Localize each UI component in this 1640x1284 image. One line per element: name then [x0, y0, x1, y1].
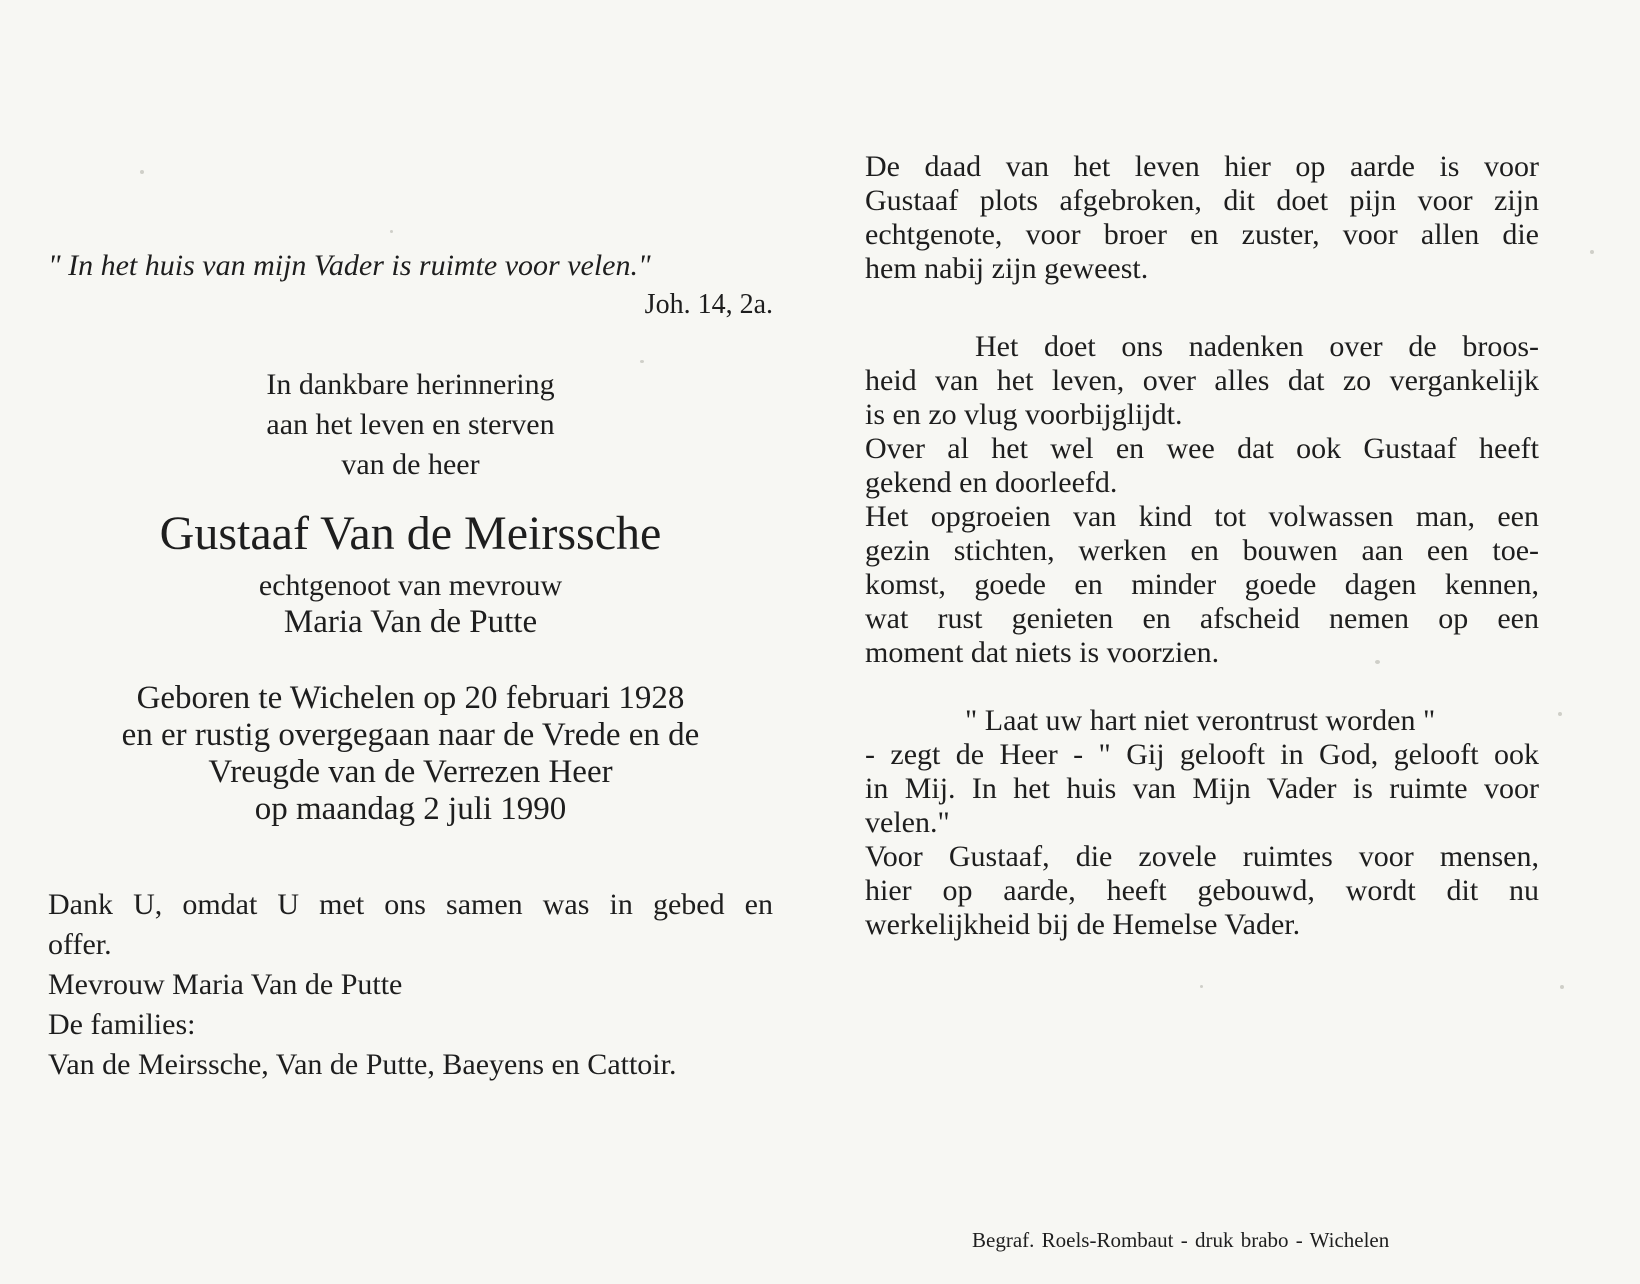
text-line: Over al het wel en wee dat ook Gustaaf heeft [865, 432, 1539, 465]
text-line: velen." [865, 806, 950, 839]
text-line: gekend en doorleefd. [865, 466, 1118, 499]
text-line: - zegt de Heer - " Gij gelooft in God, gelooft ook [865, 738, 1539, 771]
text-line: hier op aarde, heeft gebouwd, wordt dit nu [865, 874, 1539, 907]
spouse-name: Maria Van de Putte [283, 604, 538, 640]
life-line: Geboren te Wichelen op 20 februari 1928 [136, 680, 685, 716]
thanks-line: offer. [48, 928, 112, 961]
scan-speck [390, 230, 393, 233]
scan-speck [140, 170, 144, 174]
memory-line: aan het leven en sterven [266, 408, 555, 441]
text-line: Het opgroeien van kind tot volwassen man, een [865, 500, 1539, 533]
scripture-reference: Joh. 14, 2a. [644, 289, 773, 320]
scan-speck [1560, 985, 1564, 989]
memory-line: In dankbare herinnering [266, 368, 555, 401]
text-line: heid van het leven, over alles dat zo vergankelijk [865, 364, 1539, 397]
text-line: hem nabij zijn geweest. [865, 252, 1149, 285]
text-line: wat rust genieten en afscheid nemen op een [865, 602, 1539, 635]
text-line: is en zo vlug voorbijglijdt. [865, 398, 1183, 431]
thanks-block [48, 885, 773, 1085]
families-line: Van de Meirssche, Van de Putte, Baeyens en Cattoir. [48, 1048, 677, 1081]
thanks-line: De families: [48, 1008, 196, 1041]
text-line: " Laat uw hart niet verontrust worden " [965, 704, 1436, 737]
memory-line: van de heer [341, 448, 480, 481]
spouse-block [48, 568, 773, 640]
text-line: in Mij. In het huis van Mijn Vader is ruimte voor [865, 772, 1539, 805]
life-line: en er rustig overgegaan naar de Vrede en de [121, 717, 700, 753]
scan-speck [640, 360, 644, 363]
thanks-line: Dank U, omdat U met ons samen was in gebed en [48, 888, 773, 921]
thanks-line: Mevrouw Maria Van de Putte [48, 968, 403, 1001]
printer-credit: Begraf. Roels-Rombaut - druk brabo - Wichelen [972, 1228, 1390, 1252]
memory-intro [48, 365, 773, 485]
text-line: werkelijkheid bij de Hemelse Vader. [865, 908, 1301, 941]
paragraph-1 [865, 150, 1539, 286]
right-column [865, 150, 1539, 942]
text-line: Gustaaf plots afgebroken, dit doet pijn voor zijn [865, 184, 1539, 217]
text-line: Voor Gustaaf, die zovele ruimtes voor mensen, [865, 840, 1539, 873]
text-line: gezin stichten, werken en bouwen aan een toe- [865, 534, 1539, 567]
paragraph-2 [865, 330, 1539, 670]
text-line: De daad van het leven hier op aarde is voor [865, 150, 1539, 183]
deceased-name: Gustaaf Van de Meirssche [159, 507, 662, 560]
scan-speck [1558, 712, 1562, 716]
life-line: Vreugde van de Verrezen Heer [208, 754, 613, 790]
paragraph-3 [865, 704, 1539, 942]
text-line: Het doet ons nadenken over de broos- [975, 330, 1539, 363]
text-line: komst, goede en minder goede dagen kennen, [865, 568, 1539, 601]
scan-speck [1200, 985, 1203, 988]
spouse-prefix: echtgenoot van mevrouw [258, 569, 563, 602]
life-line: op maandag 2 juli 1990 [254, 791, 567, 827]
scan-speck [1590, 250, 1594, 254]
text-line: echtgenote, voor broer en zuster, voor allen die [865, 218, 1539, 251]
text-line: moment dat niets is voorzien. [865, 636, 1220, 669]
life-dates [48, 680, 773, 828]
scripture-quote: " In het huis van mijn Vader is ruimte voor velen." [48, 249, 651, 282]
